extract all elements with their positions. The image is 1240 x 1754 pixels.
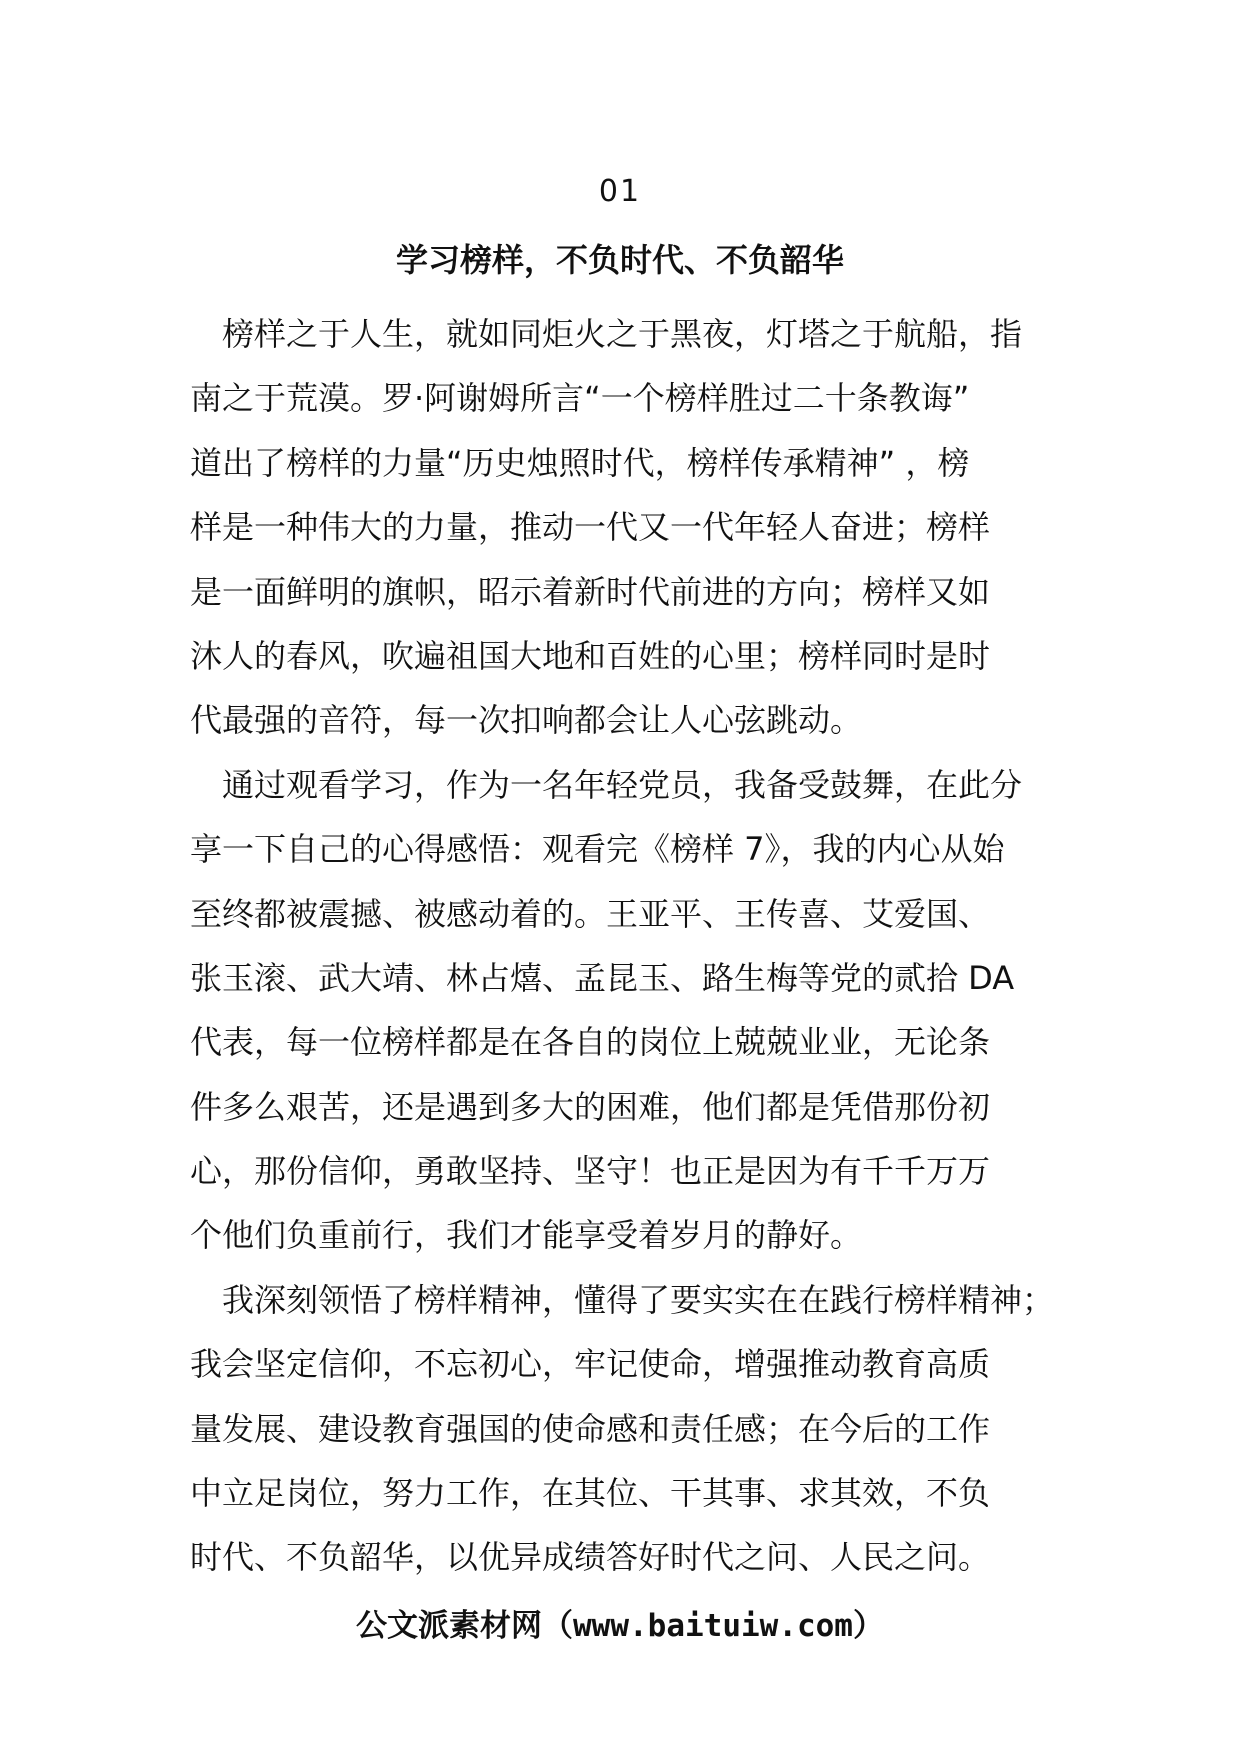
body-text: [190, 302, 1090, 1590]
paragraph-2-line-8: 个他们负重前行，我们才能享受着岁月的静好。: [190, 1216, 863, 1255]
paragraph-2-line-6: 件多么艰苦，还是遇到多大的困难，他们都是凭借那份初: [190, 1087, 991, 1126]
paragraph-1-line-7: 代最强的音符，每一次扣响都会让人心弦跳动。: [190, 701, 863, 740]
footer-open-paren: （: [542, 1608, 574, 1644]
paragraph-3-line-1: 我深刻领悟了榜样精神，懂得了要实实在在践行榜样精神；: [222, 1280, 1055, 1319]
paragraph-2-line-2: 享一下自己的心得感悟：观看完《榜样 7》，我的内心从始: [190, 830, 1005, 869]
paragraph-1-line-4: 样是一种伟大的力量，推动一代又一代年轻人奋进；榜样: [190, 508, 991, 547]
paragraph-2-line-4: 张玉滚、武大靖、林占熺、孟昆玉、路生梅等党的贰拾 DA: [190, 958, 1015, 997]
paragraph-3-line-4: 中立足岗位，努力工作，在其位、干其事、求其效，不负: [190, 1474, 991, 1513]
paragraph-2-line-3: 至终都被震撼、被感动着的。王亚平、王传喜、艾爱国、: [190, 894, 991, 933]
footer-url: www.baituiw.com: [573, 1608, 853, 1644]
paragraph-3-line-3: 量发展、建设教育强国的使命感和责任感；在今后的工作: [190, 1409, 991, 1448]
paragraph-1-line-1: 榜样之于人生，就如同炬火之于黑夜，灯塔之于航船，指: [222, 315, 1023, 353]
paragraph-2-line-5: 代表，每一位榜样都是在各自的岗位上兢兢业业，无论条: [190, 1023, 991, 1062]
footer-close-paren: ）: [852, 1608, 884, 1644]
source-footer: [0, 1604, 1240, 1648]
paragraph-3-line-2: 我会坚定信仰，不忘初心，牢记使命，增强推动教育高质: [190, 1345, 991, 1384]
section-number: 01: [598, 174, 642, 209]
footer-site-name: 公文派素材网: [356, 1608, 543, 1644]
paragraph-2-line-1: 通过观看学习，作为一名年轻党员，我备受鼓舞，在此分: [222, 765, 1023, 804]
section-title: 学习榜样，不负时代、不负韶华: [395, 241, 844, 279]
paragraph-2-line-7: 心，那份信仰，勇敢坚持、坚守！也正是因为有千千万万: [190, 1152, 991, 1191]
paragraph-1-line-3: 道出了榜样的力量“历史烛照时代，榜样传承精神” ，榜: [190, 443, 970, 482]
paragraph-1-line-2: 南之于荒漠。罗·阿谢姆所言“一个榜样胜过二十条教诲”: [190, 379, 970, 418]
paragraph-3-line-5: 时代、不负韶华，以优异成绩答好时代之问、人民之问。: [190, 1538, 991, 1577]
paragraph-1-line-5: 是一面鲜明的旗帜，昭示着新时代前进的方向；榜样又如: [190, 572, 991, 611]
paragraph-1-line-6: 沐人的春风，吹遍祖国大地和百姓的心里；榜样同时是时: [190, 636, 991, 675]
